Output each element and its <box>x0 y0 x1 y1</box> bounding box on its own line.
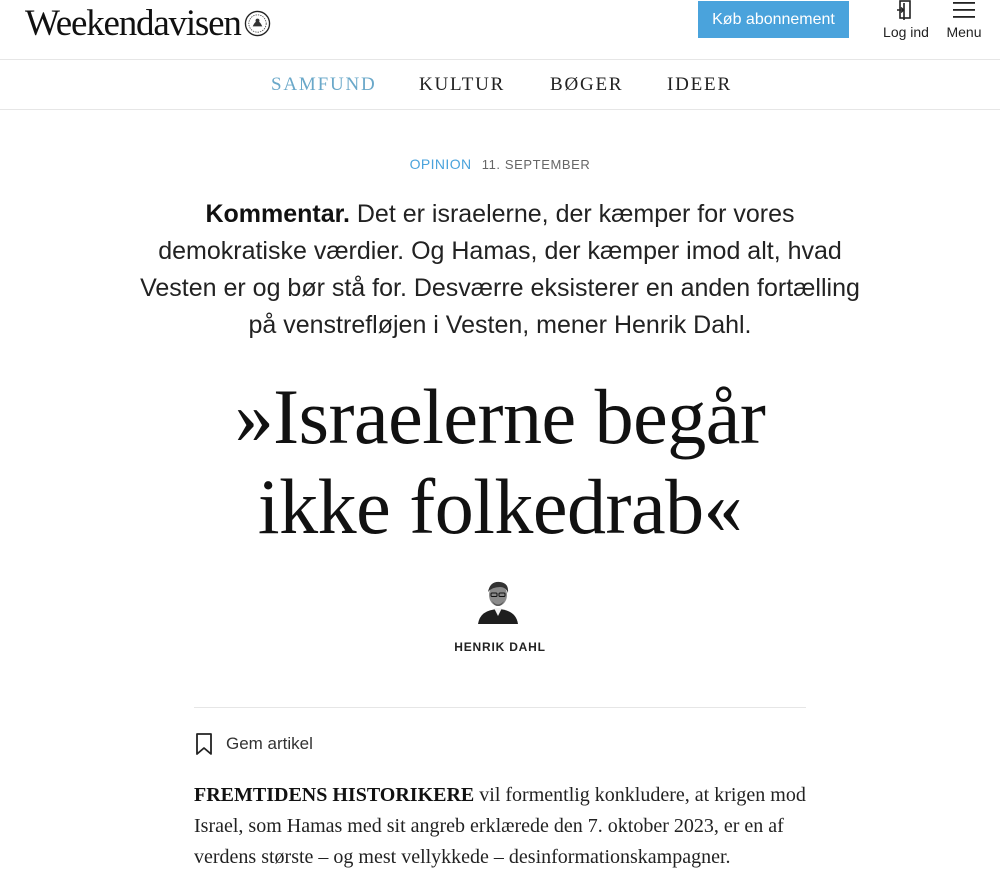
body-line: Israel, som Hamas med sit angreb erklærede den 7. oktober 2023, er en af <box>194 815 784 837</box>
bookmark-icon <box>194 732 214 756</box>
section-nav <box>0 61 1000 110</box>
headline-line: ikke folkedrab« <box>257 463 743 550</box>
body-line: verdens største – og mest vellykkede – desinformationskampagner. <box>194 846 731 868</box>
body-text: vil formentlig konkludere, at krigen mod <box>479 784 806 806</box>
site-header <box>0 0 1000 60</box>
subscribe-button[interactable]: Køb abonnement <box>698 1 849 38</box>
menu-label: Menu <box>946 24 982 40</box>
login-icon <box>896 0 916 20</box>
save-article-button[interactable] <box>194 732 313 756</box>
nav-item-boger[interactable]: BØGER <box>550 74 624 95</box>
seal-icon <box>244 10 271 37</box>
publish-date: 11. SEPTEMBER <box>481 157 591 172</box>
intro-line: Vesten er og bør stå for. Desværre eksisterer en anden fortælling <box>140 274 860 302</box>
login-button[interactable] <box>880 0 932 40</box>
menu-button[interactable] <box>942 0 986 40</box>
divider <box>194 707 806 708</box>
author-name[interactable]: HENRIK DAHL <box>454 640 546 654</box>
save-article-label: Gem artikel <box>226 734 313 753</box>
author-portrait-icon <box>476 578 520 624</box>
article-headline <box>100 372 900 552</box>
intro-line: demokratiske værdier. Og Hamas, der kæmper imod alt, hvad <box>158 237 842 265</box>
logo-text: Weekendavisen <box>25 3 241 44</box>
article-intro <box>130 196 870 344</box>
login-label: Log ind <box>883 24 929 40</box>
body-lead-caps: FREMTIDENS HISTORIKERE <box>194 784 475 806</box>
nav-item-ideer[interactable]: IDEER <box>667 74 732 95</box>
intro-line: på venstrefløjen i Vesten, mener Henrik Dahl. <box>248 311 752 339</box>
site-logo[interactable] <box>25 2 271 45</box>
nav-item-samfund[interactable]: SAMFUND <box>271 74 377 95</box>
intro-kicker: Kommentar. <box>205 200 350 228</box>
body-line <box>194 780 806 811</box>
article-meta <box>0 156 1000 172</box>
intro-line <box>130 196 870 233</box>
article-body <box>194 780 806 873</box>
headline-line: »Israelerne begår <box>234 373 766 460</box>
author-avatar[interactable] <box>476 578 520 624</box>
hamburger-icon <box>952 0 976 20</box>
nav-item-kultur[interactable]: KULTUR <box>419 74 506 95</box>
intro-text: Det er israelerne, der kæmper for vores <box>356 200 795 228</box>
section-link[interactable]: OPINION <box>409 156 472 172</box>
